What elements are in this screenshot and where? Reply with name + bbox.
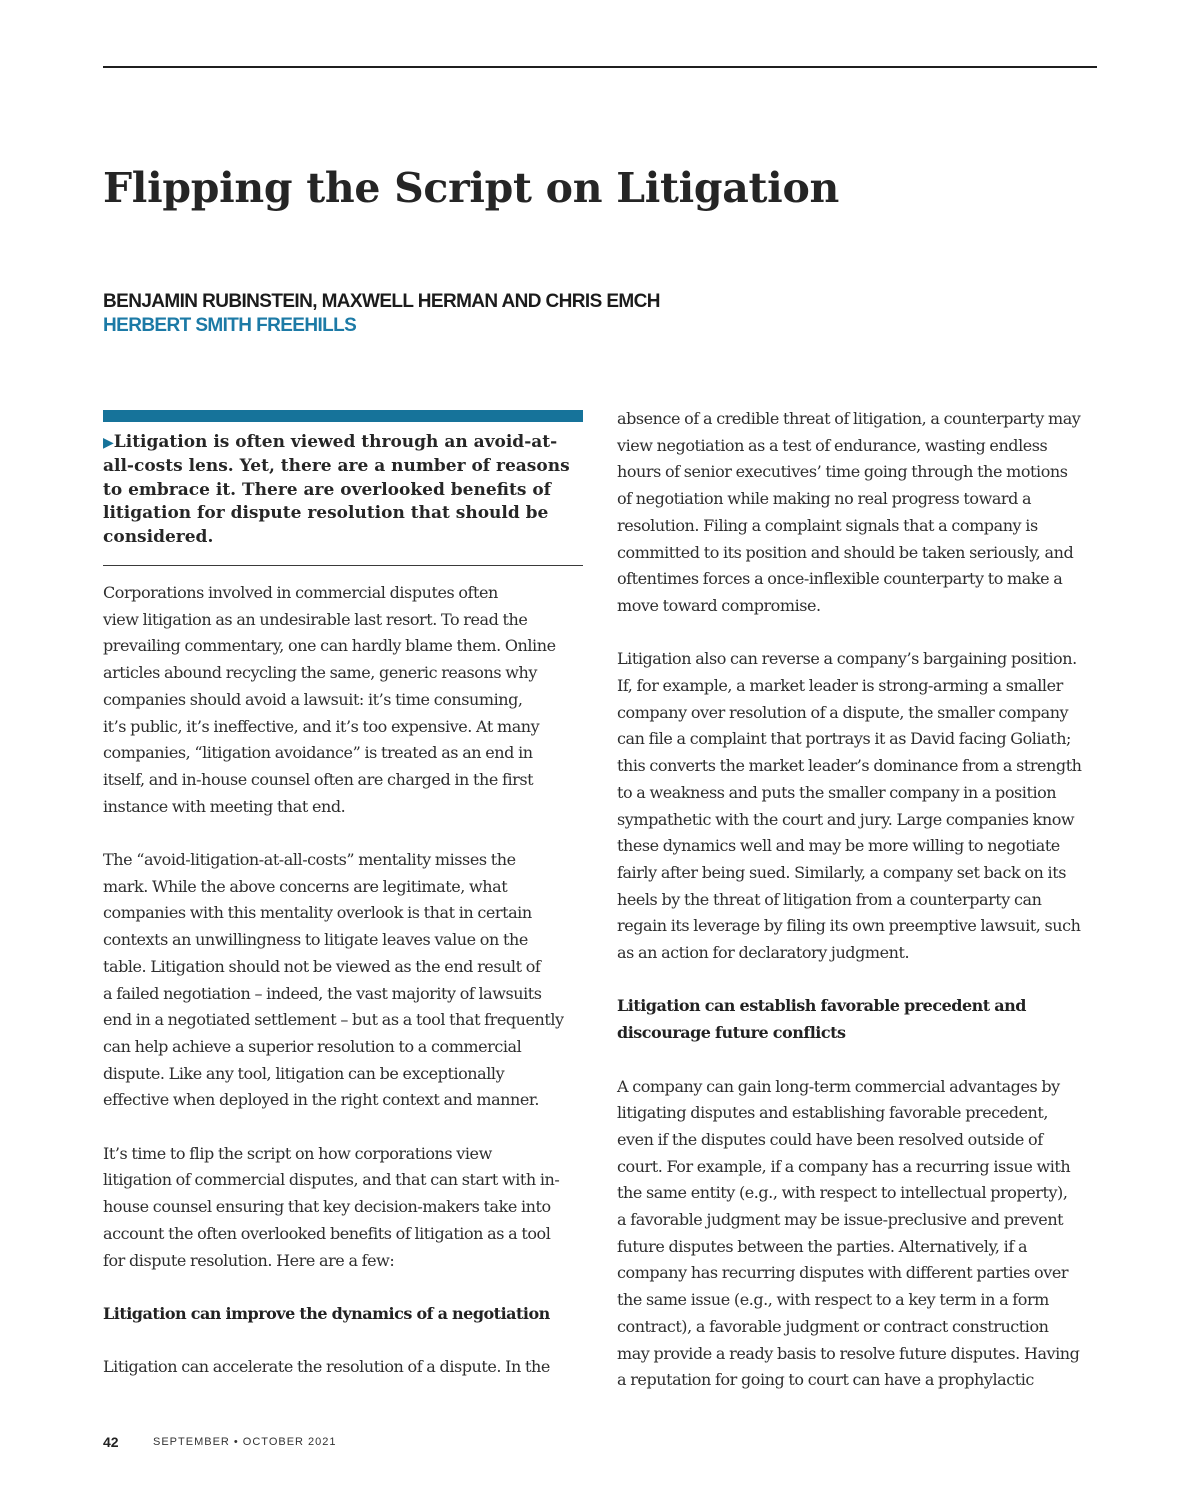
article-authors: BENJAMIN RUBINSTEIN, MAXWELL HERMAN AND CHRIS EMCH: [103, 291, 660, 312]
text-line: end in a negotiated settlement – but as a tool that frequently: [103, 1010, 564, 1030]
text-line: the same issue (e.g., with respect to a key term in a form: [617, 1290, 1049, 1310]
text-line: a favorable judgment may be issue-preclusive and prevent: [617, 1210, 1064, 1230]
text-line: house counsel ensuring that key decision-makers take into: [103, 1197, 551, 1217]
text-line: the same entity (e.g., with respect to intellectual property),: [617, 1183, 1068, 1203]
body-paragraph: [103, 1141, 588, 1275]
text-line: litigating disputes and establishing favorable precedent,: [617, 1103, 1049, 1123]
body-paragraph: [617, 406, 1107, 620]
text-line: mark. While the above concerns are legitimate, what: [103, 876, 508, 896]
text-line: Litigation can establish favorable precedent and: [617, 996, 1026, 1016]
text-line: articles abound recycling the same, generic reasons why: [103, 663, 537, 683]
text-line: itself, and in-house counsel often are charged in the first: [103, 769, 534, 789]
text-line: companies should avoid a lawsuit: it’s time consuming,: [103, 689, 523, 709]
body-paragraph: [103, 1354, 588, 1381]
text-line: sympathetic with the court and jury. Large companies know: [617, 809, 1075, 829]
section-heading: [617, 993, 1107, 1046]
text-line: company over resolution of a dispute, the smaller company: [617, 702, 1069, 722]
text-line: Litigation can accelerate the resolution of a dispute. In the: [103, 1357, 550, 1377]
section-heading: [103, 1301, 588, 1328]
body-paragraph: [617, 646, 1107, 966]
text-line: companies with this mentality overlook is that in certain: [103, 903, 532, 923]
body-column-right: [617, 406, 1107, 1394]
text-line: companies, “litigation avoidance” is treated as an end in: [103, 743, 533, 763]
text-line: A company can gain long-term commercial advantages by: [617, 1076, 1060, 1096]
deck-text: Litigation is often viewed through an avoid-at-all-costs lens. Yet, there are a number of reasons to embrace it. There are overlooked benefits of litigation for dispute resolution that should be considered.: [103, 432, 570, 547]
text-line: discourage future conflicts: [617, 1023, 846, 1043]
text-line: If, for example, a market leader is strong-arming a smaller: [617, 676, 1063, 696]
article-title: Flipping the Script on Litigation: [103, 164, 840, 212]
text-line: account the often overlooked benefits of litigation as a tool: [103, 1223, 551, 1243]
text-line: heels by the threat of litigation from a counterparty can: [617, 889, 1042, 909]
text-line: as an action for declaratory judgment.: [617, 943, 910, 963]
text-line: future disputes between the parties. Alternatively, if a: [617, 1236, 1028, 1256]
body-paragraph: [617, 1074, 1107, 1394]
top-rule: [103, 66, 1097, 68]
text-line: Litigation can improve the dynamics of a negotiation: [103, 1303, 550, 1323]
text-line: instance with meeting that end.: [103, 796, 346, 816]
text-line: view litigation as an undesirable last resort. To read the: [103, 609, 528, 629]
text-line: Corporations involved in commercial disputes often: [103, 583, 498, 602]
text-line: hours of senior executives’ time going through the motions: [617, 462, 1068, 482]
author-firm: HERBERT SMITH FREEHILLS: [103, 315, 357, 336]
text-line: view negotiation as a test of endurance, wasting endless: [617, 435, 1048, 455]
text-line: a reputation for going to court can have a prophylactic: [617, 1370, 1034, 1390]
text-line: for dispute resolution. Here are a few:: [103, 1250, 395, 1270]
text-line: prevailing commentary, one can hardly blame them. Online: [103, 636, 556, 656]
text-line: fairly after being sued. Similarly, a company set back on its: [617, 862, 1066, 882]
issue-date: SEPTEMBER • OCTOBER 2021: [153, 1436, 337, 1448]
text-line: contexts an unwillingness to litigate leaves value on the: [103, 930, 528, 950]
text-line: may provide a ready basis to resolve future disputes. Having: [617, 1343, 1080, 1363]
text-line: of negotiation while making no real progress toward a: [617, 489, 1032, 509]
text-line: can help achieve a superior resolution to a commercial: [103, 1036, 522, 1056]
body-paragraph: [103, 580, 588, 820]
text-line: it’s public, it’s ineffective, and it’s too expensive. At many: [103, 716, 540, 736]
text-line: contract), a favorable judgment or contract construction: [617, 1316, 1049, 1336]
article-deck: [103, 431, 578, 549]
text-line: litigation of commercial disputes, and that can start with in-: [103, 1170, 560, 1190]
text-line: resolution. Filing a complaint signals that a company is: [617, 515, 1038, 535]
body-paragraph: [103, 847, 588, 1114]
text-line: even if the disputes could have been resolved outside of: [617, 1129, 1043, 1149]
text-line: absence of a credible threat of litigation, a counterparty may: [617, 409, 1081, 428]
text-line: table. Litigation should not be viewed as the end result of: [103, 956, 541, 976]
text-line: a failed negotiation – indeed, the vast majority of lawsuits: [103, 983, 542, 1003]
text-line: regain its leverage by filing its own preemptive lawsuit, such: [617, 916, 1081, 936]
text-line: to a weakness and puts the smaller company in a position: [617, 782, 1057, 802]
text-line: this converts the market leader’s dominance from a strength: [617, 756, 1082, 776]
text-line: move toward compromise.: [617, 595, 821, 615]
text-line: these dynamics well and may be more willing to negotiate: [617, 836, 1060, 856]
deck-divider: [103, 565, 583, 566]
text-line: Litigation also can reverse a company’s bargaining position.: [617, 649, 1077, 669]
text-line: effective when deployed in the right context and manner.: [103, 1090, 539, 1110]
text-line: oftentimes forces a once-inflexible counterparty to make a: [617, 569, 1063, 589]
page-number: 42: [103, 1434, 119, 1450]
triangle-marker-icon: ▶: [103, 435, 114, 451]
text-line: committed to its position and should be taken seriously, and: [617, 542, 1074, 562]
text-line: court. For example, if a company has a recurring issue with: [617, 1156, 1071, 1176]
text-line: It’s time to flip the script on how corporations view: [103, 1143, 492, 1163]
body-column-left: [103, 580, 588, 1381]
text-line: can file a complaint that portrays it as David facing Goliath;: [617, 729, 1071, 749]
deck-accent-bar: [103, 410, 583, 422]
text-line: company has recurring disputes with different parties over: [617, 1263, 1069, 1283]
text-line: dispute. Like any tool, litigation can be exceptionally: [103, 1063, 505, 1083]
text-line: The “avoid-litigation-at-all-costs” mentality misses the: [103, 850, 516, 870]
